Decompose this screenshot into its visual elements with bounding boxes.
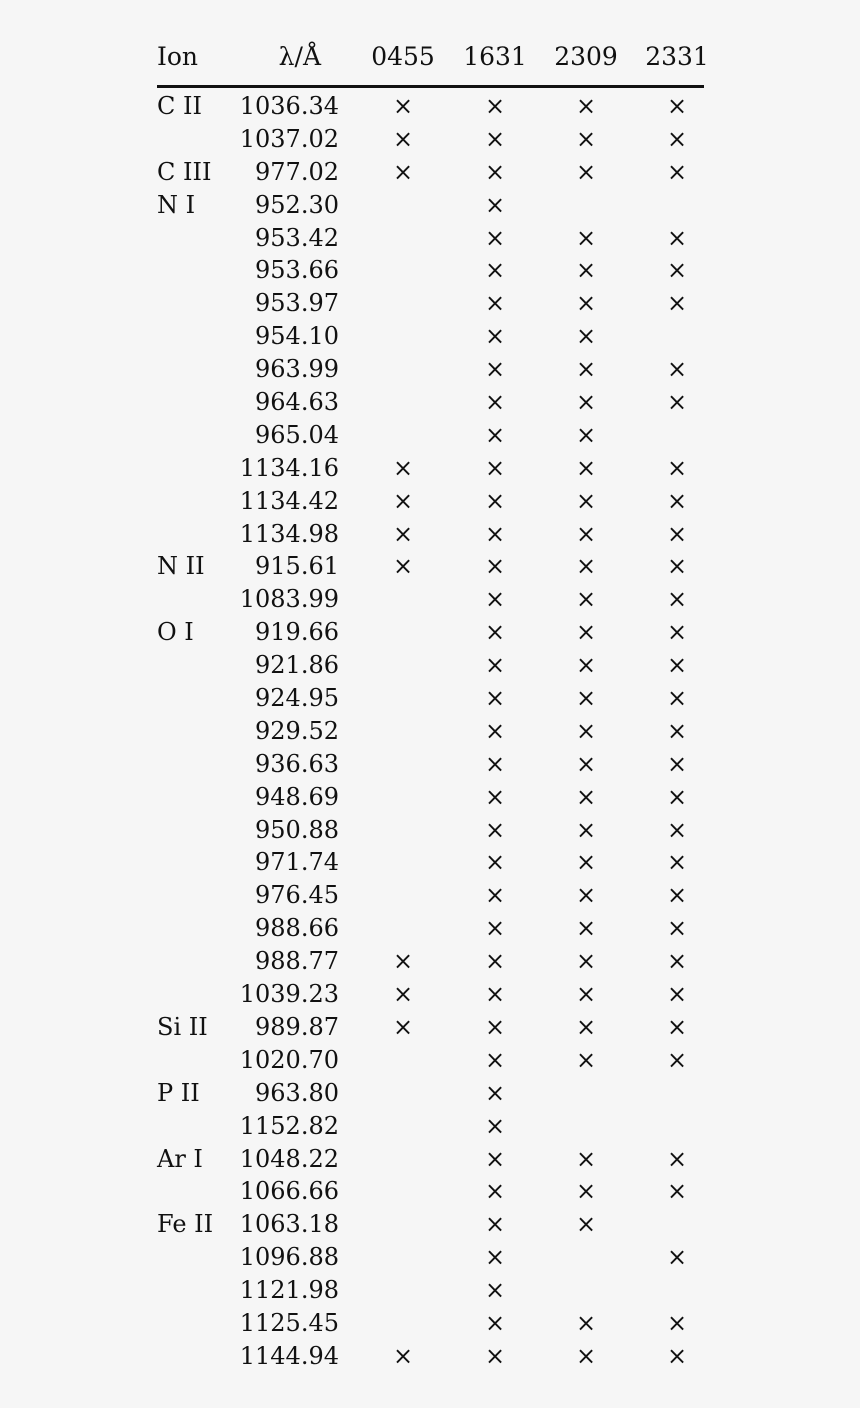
detection-mark: ×: [484, 749, 506, 778]
wavelength-cell: 1048.22: [239, 1144, 339, 1173]
detection-mark: ×: [575, 980, 597, 1009]
detection-mark: ×: [575, 486, 597, 515]
wavelength-cell: 976.45: [255, 881, 339, 910]
detection-mark: ×: [484, 486, 506, 515]
table-row: [157, 877, 704, 910]
detection-mark: ×: [575, 157, 597, 186]
detection-mark: ×: [484, 1177, 506, 1206]
detection-mark: ×: [575, 124, 597, 153]
table-row: [157, 1108, 704, 1141]
wavelength-cell: 953.66: [255, 256, 339, 285]
table-header: [157, 40, 709, 88]
table-row: [157, 680, 704, 713]
wavelength-cell: 1039.23: [239, 980, 339, 1009]
table-row: [157, 1009, 704, 1042]
detection-mark: ×: [484, 190, 506, 219]
detection-mark: ×: [484, 453, 506, 482]
detection-mark: ×: [666, 881, 688, 910]
detection-mark: ×: [666, 289, 688, 318]
detection-mark: ×: [666, 355, 688, 384]
wavelength-cell: 948.69: [255, 782, 339, 811]
detection-mark: ×: [666, 684, 688, 713]
detection-mark: ×: [484, 552, 506, 581]
header-ion: Ion: [157, 42, 199, 71]
detection-mark: ×: [666, 947, 688, 976]
detection-mark: ×: [575, 92, 597, 120]
detection-mark: ×: [575, 815, 597, 844]
detection-mark: ×: [666, 1045, 688, 1074]
detection-mark: ×: [575, 223, 597, 252]
table-row: [157, 384, 704, 417]
detection-mark: ×: [575, 684, 597, 713]
wavelength-cell: 1083.99: [239, 585, 339, 614]
table-row: [157, 1042, 704, 1075]
detection-mark: ×: [392, 552, 414, 581]
table-row: [157, 1206, 704, 1239]
detection-mark: ×: [484, 980, 506, 1009]
wavelength-cell: 1063.18: [239, 1210, 339, 1239]
detection-mark: ×: [575, 552, 597, 581]
detection-mark: ×: [484, 782, 506, 811]
detection-mark: ×: [484, 1078, 506, 1107]
table-row: [157, 976, 704, 1009]
detection-mark: ×: [666, 782, 688, 811]
detection-mark: ×: [575, 1308, 597, 1337]
detection-mark: ×: [666, 1308, 688, 1337]
detection-mark: ×: [484, 1243, 506, 1272]
detection-mark: ×: [666, 223, 688, 252]
table-row: [157, 121, 704, 154]
table-row: [157, 910, 704, 943]
wavelength-cell: 915.61: [255, 552, 339, 581]
table-row: [157, 516, 704, 549]
wavelength-cell: 1134.16: [239, 453, 339, 482]
detection-mark: ×: [575, 1177, 597, 1206]
detection-mark: ×: [484, 914, 506, 943]
detection-mark: ×: [666, 848, 688, 877]
detection-mark: ×: [484, 716, 506, 745]
detection-mark: ×: [484, 322, 506, 351]
table-row: [157, 647, 704, 680]
detection-mark: ×: [392, 1341, 414, 1370]
wavelength-cell: 988.77: [255, 947, 339, 976]
detection-mark: ×: [666, 618, 688, 647]
detection-mark: ×: [666, 716, 688, 745]
wavelength-cell: 924.95: [255, 684, 339, 713]
detection-mark: ×: [666, 388, 688, 417]
table-row: [157, 844, 704, 877]
detection-mark: ×: [575, 355, 597, 384]
detection-mark: ×: [666, 256, 688, 285]
table-row: [157, 1338, 704, 1371]
detection-mark: ×: [666, 519, 688, 548]
detection-mark: ×: [666, 1341, 688, 1370]
table-row: [157, 220, 704, 253]
detection-mark: ×: [575, 256, 597, 285]
detection-mark: ×: [484, 684, 506, 713]
detection-mark: ×: [575, 716, 597, 745]
detection-mark: ×: [484, 256, 506, 285]
header-2309: 2309: [554, 42, 618, 71]
table-row: [157, 318, 704, 351]
detection-mark: ×: [392, 453, 414, 482]
table-row: [157, 713, 704, 746]
ion-cell: C III: [157, 157, 212, 186]
detection-mark: ×: [666, 1243, 688, 1272]
detection-mark: ×: [575, 881, 597, 910]
table-row: [157, 1075, 704, 1108]
table-row: [157, 548, 704, 581]
table-row: [157, 1239, 704, 1272]
table-row: [157, 1173, 704, 1206]
ion-cell: P II: [157, 1078, 200, 1107]
detection-mark: ×: [575, 1012, 597, 1041]
ion-cell: Si II: [157, 1012, 208, 1041]
wavelength-cell: 988.66: [255, 914, 339, 943]
detection-mark: ×: [484, 223, 506, 252]
wavelength-cell: 919.66: [255, 618, 339, 647]
table-row: [157, 483, 704, 516]
wavelength-cell: 953.42: [255, 223, 339, 252]
table-row: [157, 450, 704, 483]
detection-mark: ×: [484, 1012, 506, 1041]
detection-mark: ×: [484, 124, 506, 153]
wavelength-cell: 1036.34: [239, 92, 339, 120]
wavelength-cell: 921.86: [255, 651, 339, 680]
detection-mark: ×: [575, 749, 597, 778]
detection-mark: ×: [484, 881, 506, 910]
table-row: [157, 812, 704, 845]
detection-mark: ×: [666, 1012, 688, 1041]
detection-mark: ×: [575, 388, 597, 417]
table-row: [157, 351, 704, 384]
wavelength-cell: 1134.98: [239, 519, 339, 548]
table-row: [157, 187, 704, 220]
detection-mark: ×: [484, 618, 506, 647]
ion-cell: Fe II: [157, 1210, 214, 1239]
table-row: [157, 1272, 704, 1305]
ion-line-table: [157, 40, 709, 1371]
wavelength-cell: 1121.98: [239, 1276, 339, 1305]
detection-mark: ×: [484, 585, 506, 614]
detection-mark: ×: [666, 1144, 688, 1173]
detection-mark: ×: [666, 92, 688, 120]
detection-mark: ×: [575, 651, 597, 680]
table-row: [157, 746, 704, 779]
detection-mark: ×: [484, 1111, 506, 1140]
detection-mark: ×: [575, 519, 597, 548]
table-body: [157, 88, 704, 1371]
detection-mark: ×: [575, 1341, 597, 1370]
wavelength-cell: 950.88: [255, 815, 339, 844]
detection-mark: ×: [575, 322, 597, 351]
detection-mark: ×: [392, 486, 414, 515]
detection-mark: ×: [666, 1177, 688, 1206]
detection-mark: ×: [484, 815, 506, 844]
wavelength-cell: 1144.94: [239, 1341, 339, 1370]
detection-mark: ×: [575, 453, 597, 482]
wavelength-cell: 989.87: [255, 1012, 339, 1041]
detection-mark: ×: [666, 124, 688, 153]
wavelength-cell: 1020.70: [239, 1045, 339, 1074]
detection-mark: ×: [575, 1210, 597, 1239]
detection-mark: ×: [484, 848, 506, 877]
table-row: [157, 614, 704, 647]
detection-mark: ×: [575, 585, 597, 614]
header-2331: 2331: [645, 42, 709, 71]
detection-mark: ×: [666, 749, 688, 778]
detection-mark: ×: [392, 157, 414, 186]
detection-mark: ×: [392, 519, 414, 548]
wavelength-cell: 953.97: [255, 289, 339, 318]
wavelength-cell: 954.10: [255, 322, 339, 351]
table-row: [157, 417, 704, 450]
detection-mark: ×: [575, 420, 597, 449]
detection-mark: ×: [484, 1144, 506, 1173]
detection-mark: ×: [484, 420, 506, 449]
detection-mark: ×: [484, 519, 506, 548]
detection-mark: ×: [484, 947, 506, 976]
detection-mark: ×: [575, 782, 597, 811]
ion-cell: O I: [157, 618, 194, 647]
detection-mark: ×: [392, 124, 414, 153]
detection-mark: ×: [666, 157, 688, 186]
detection-mark: ×: [484, 92, 506, 120]
detection-mark: ×: [666, 815, 688, 844]
detection-mark: ×: [666, 914, 688, 943]
detection-mark: ×: [575, 947, 597, 976]
detection-mark: ×: [575, 914, 597, 943]
wavelength-cell: 971.74: [255, 848, 339, 877]
detection-mark: ×: [666, 980, 688, 1009]
wavelength-cell: 1134.42: [239, 486, 339, 515]
header-wavelength: λ/Å: [278, 42, 321, 71]
ion-cell: Ar I: [157, 1144, 203, 1173]
detection-mark: ×: [484, 355, 506, 384]
wavelength-cell: 965.04: [255, 420, 339, 449]
header-1631: 1631: [463, 42, 527, 71]
table-row: [157, 581, 704, 614]
table-row: [157, 779, 704, 812]
wavelength-cell: 1066.66: [239, 1177, 339, 1206]
wavelength-cell: 936.63: [255, 749, 339, 778]
detection-mark: ×: [484, 651, 506, 680]
wavelength-cell: 1125.45: [239, 1308, 339, 1337]
detection-mark: ×: [484, 1308, 506, 1337]
wavelength-cell: 963.80: [255, 1078, 339, 1107]
detection-mark: ×: [575, 1045, 597, 1074]
detection-mark: ×: [575, 848, 597, 877]
detection-mark: ×: [484, 388, 506, 417]
wavelength-cell: 964.63: [255, 388, 339, 417]
detection-mark: ×: [484, 1276, 506, 1305]
detection-mark: ×: [666, 651, 688, 680]
detection-mark: ×: [484, 289, 506, 318]
table-row: [157, 88, 704, 121]
ion-cell: N II: [157, 552, 205, 581]
detection-mark: ×: [666, 486, 688, 515]
table-row: [157, 943, 704, 976]
wavelength-cell: 963.99: [255, 355, 339, 384]
detection-mark: ×: [484, 1045, 506, 1074]
detection-mark: ×: [484, 1210, 506, 1239]
wavelength-cell: 929.52: [255, 716, 339, 745]
table-row: [157, 285, 704, 318]
detection-mark: ×: [575, 289, 597, 318]
wavelength-cell: 1096.88: [239, 1243, 339, 1272]
detection-mark: ×: [392, 92, 414, 120]
wavelength-cell: 952.30: [255, 190, 339, 219]
table-row: [157, 154, 704, 187]
detection-mark: ×: [484, 1341, 506, 1370]
wavelength-cell: 1152.82: [239, 1111, 339, 1140]
table-row: [157, 1141, 704, 1174]
header-0455: 0455: [371, 42, 435, 71]
detection-mark: ×: [666, 453, 688, 482]
detection-mark: ×: [575, 618, 597, 647]
table-row: [157, 1305, 704, 1338]
detection-mark: ×: [484, 157, 506, 186]
wavelength-cell: 1037.02: [239, 124, 339, 153]
detection-mark: ×: [666, 552, 688, 581]
detection-mark: ×: [666, 585, 688, 614]
wavelength-cell: 977.02: [255, 157, 339, 186]
detection-mark: ×: [575, 1144, 597, 1173]
detection-mark: ×: [392, 980, 414, 1009]
ion-cell: C II: [157, 92, 202, 120]
ion-cell: N I: [157, 190, 196, 219]
table-row: [157, 252, 704, 285]
detection-mark: ×: [392, 947, 414, 976]
detection-mark: ×: [392, 1012, 414, 1041]
